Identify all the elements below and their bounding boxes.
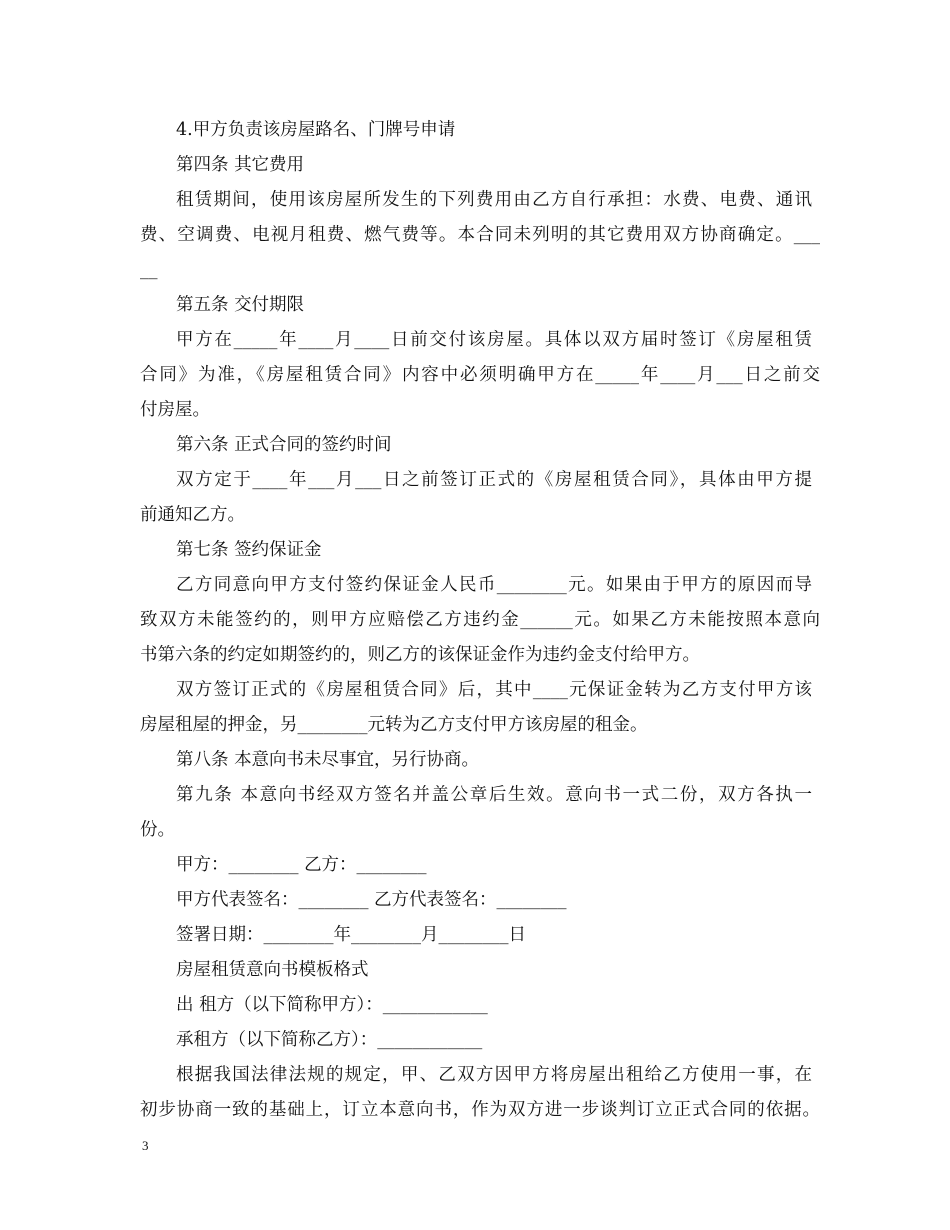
paragraph-line: 双方定于____年___月___日之前签订正式的《房屋租赁合同》，具体由甲方提 [176,470,812,490]
paragraph-line: 第九条 本意向书经双方签名并盖公章后生效。意向书一式二份，双方各执一 [176,785,812,805]
paragraph-line: 甲方在_____年____月____日前交付该房屋。具体以双方届时签订《房屋租赁 [176,330,812,350]
date-line: 签署日期：________年________月________日 [176,925,526,945]
paragraph-line: 合同》为准，《房屋租赁合同》内容中必须明确甲方在_____年____月___日之前交 [140,365,820,385]
paragraph-line: 房屋租屋的押金，另________元转为乙方支付甲方该房屋的租金。 [140,715,648,735]
paragraph-line: 费、空调费、电视月租费、燃气费等。本合同未列明的其它费用双方协商确定。___ [140,225,820,245]
paragraph-line: 书第六条的约定如期签约的，则乙方的该保证金作为违约金支付给甲方。 [140,645,700,665]
paragraph-line: 前通知乙方。 [140,505,245,525]
section-heading: 第五条 交付期限 [176,295,305,315]
paragraph-line: 乙方同意向甲方支付签约保证金人民币________元。如果由于甲方的原因而导 [176,575,812,595]
signature-line: 甲方：________ 乙方：________ [176,855,427,875]
paragraph-line: 根据我国法律法规的规定，甲、乙双方因甲方将房屋出租给乙方使用一事，在 [176,1065,812,1085]
paragraph-line: 付房屋。 [140,400,210,420]
clause-text-line: 4.甲方负责该房屋路名、门牌号申请 [176,120,456,140]
page-number: 3 [142,1138,149,1153]
paragraph-line: __ [140,260,158,280]
party-line: 承租方（以下简称乙方）：____________ [176,1030,483,1050]
section-heading: 第四条 其它费用 [176,155,305,175]
paragraph-line: 份。 [140,820,175,840]
paragraph-line: 双方签订正式的《房屋租赁合同》后，其中____元保证金转为乙方支付甲方该 [176,680,812,700]
paragraph-line: 致双方未能签约的，则甲方应赔偿乙方违约金______元。如果乙方未能按照本意向 [140,610,820,630]
section-heading: 第七条 签约保证金 [176,540,322,560]
signature-line: 甲方代表签名：________ 乙方代表签名：________ [176,890,567,910]
paragraph-line: 初步协商一致的基础上，订立本意向书，作为双方进一步谈判订立正式合同的依据。 [140,1100,820,1120]
party-line: 出 租方（以下简称甲方）：____________ [176,995,488,1015]
section-heading: 第八条 本意向书未尽事宜，另行协商。 [176,750,480,770]
paragraph-line: 租赁期间，使用该房屋所发生的下列费用由乙方自行承担：水费、电费、通讯 [176,190,812,210]
section-heading: 第六条 正式合同的签约时间 [176,435,392,455]
template-title: 房屋租赁意向书模板格式 [176,960,369,980]
